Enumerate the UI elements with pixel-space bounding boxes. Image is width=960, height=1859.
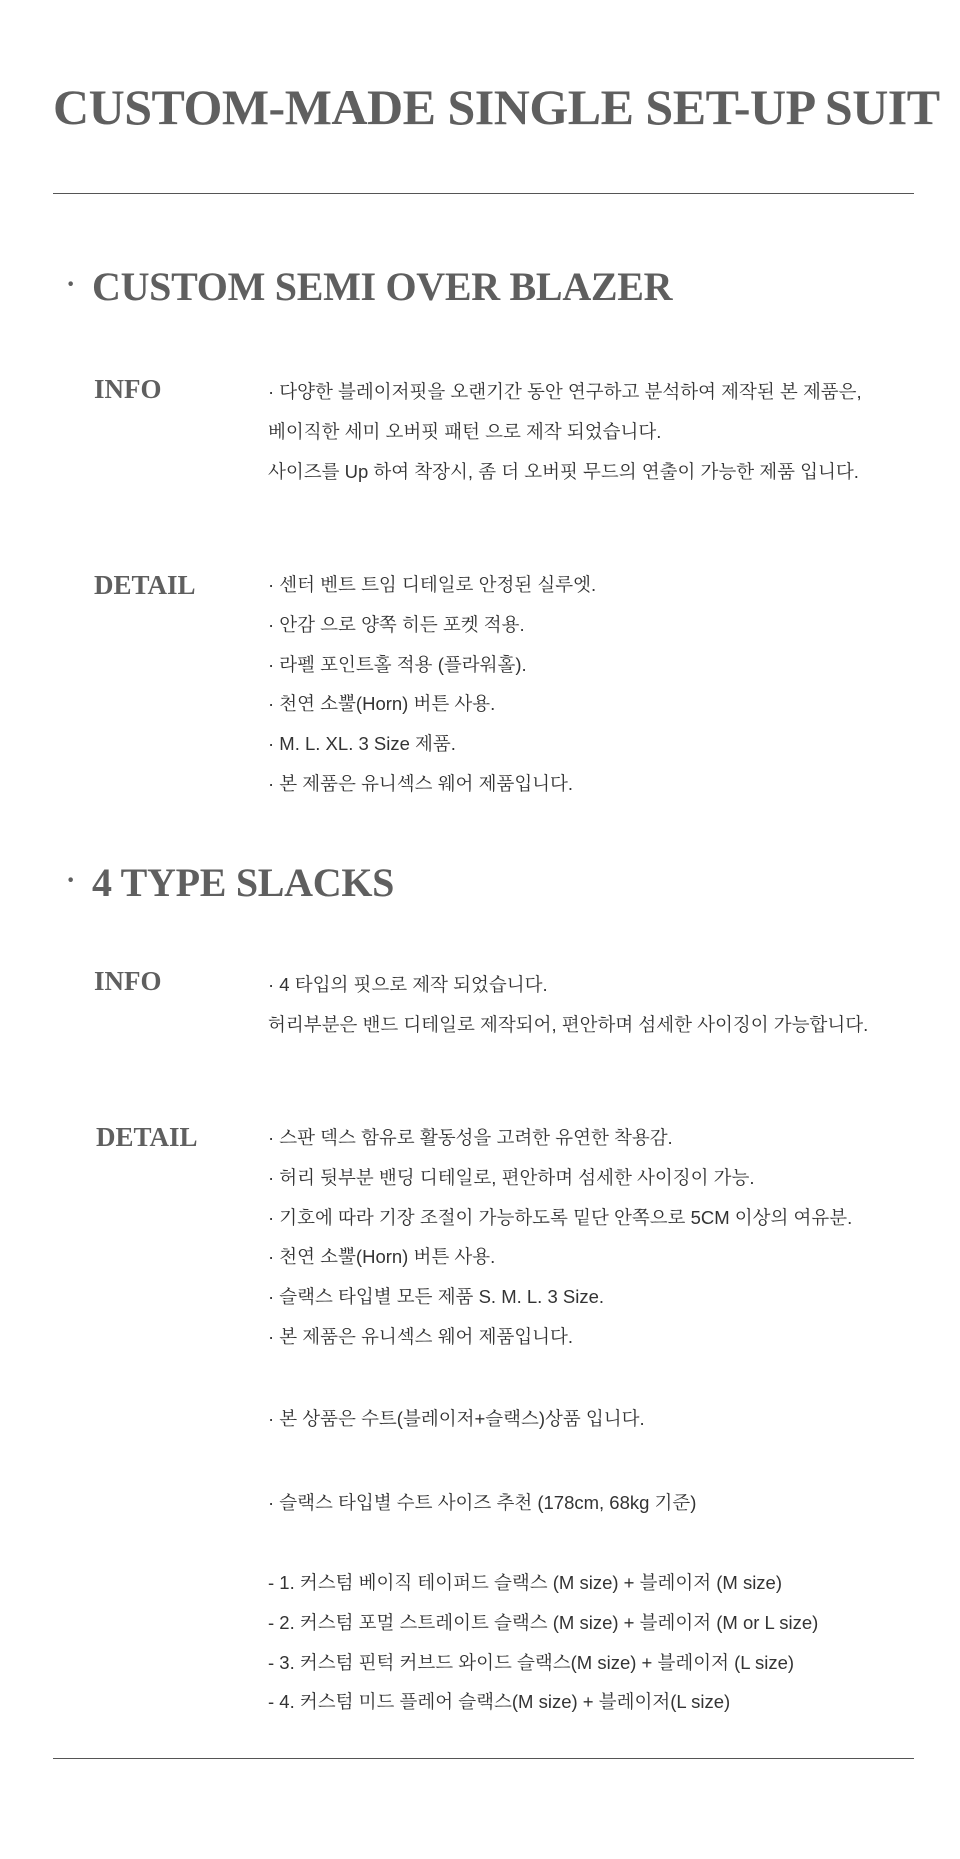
list-item: · 천연 소뿔(Horn) 버튼 사용. xyxy=(268,693,496,715)
note-text: · 본 상품은 수트(블레이저+슬랙스)상품 입니다. xyxy=(268,1408,645,1429)
size-recommend-list xyxy=(268,1563,818,1722)
bullet-dot: · xyxy=(66,268,76,300)
list-item: · 안감 으로 양쪽 히든 포켓 적용. xyxy=(268,613,525,635)
info-label: INFO xyxy=(94,374,162,404)
list-item: 베이직한 세미 오버핏 패턴 으로 제작 되었습니다. xyxy=(268,420,662,442)
list-item: · 스판 덱스 함유로 활동성을 고려한 유연한 착용감. xyxy=(268,1127,673,1148)
top-divider xyxy=(53,193,914,194)
size-recommend-title xyxy=(268,1483,696,1523)
section-title-text: 4 TYPE SLACKS xyxy=(92,860,395,905)
list-item: · 슬랙스 타입별 모든 제품 S. M. L. 3 Size. xyxy=(268,1286,605,1308)
list-item: · 허리 뒷부분 밴딩 디테일로, 편안하며 섬세한 사이징이 가능. xyxy=(268,1166,755,1188)
page-title: CUSTOM-MADE SINGLE SET-UP SUIT xyxy=(53,79,940,135)
bullet-dot: · xyxy=(66,864,76,896)
blazer-info-list xyxy=(268,372,862,491)
blazer-detail-list xyxy=(268,565,596,804)
detail-label: DETAIL xyxy=(94,570,196,600)
bottom-divider xyxy=(53,1758,914,1759)
section-title-slacks xyxy=(66,860,395,905)
list-item: - 4. 커스텀 미드 플레어 슬랙스(M size) + 블레이저(L size) xyxy=(268,1691,731,1713)
list-item: · M. L. XL. 3 Size 제품. xyxy=(268,733,456,755)
detail-label: DETAIL xyxy=(96,1122,198,1152)
list-item: · 라펠 포인트홀 적용 (플라워홀). xyxy=(268,653,527,675)
list-item: · 센터 벤트 트임 디테일로 안정된 실루엣. xyxy=(268,574,597,595)
section-title-text: CUSTOM SEMI OVER BLAZER xyxy=(92,264,673,309)
slacks-info-list xyxy=(268,965,868,1045)
list-item: · 본 제품은 유니섹스 웨어 제품입니다. xyxy=(268,772,574,794)
suit-note xyxy=(268,1399,645,1439)
slacks-detail-list xyxy=(268,1118,852,1357)
info-label: INFO xyxy=(94,966,162,996)
list-item: · 본 제품은 유니섹스 웨어 제품입니다. xyxy=(268,1325,574,1347)
list-item: · 4 타입의 핏으로 제작 되었습니다. xyxy=(268,974,548,995)
recommend-title-text: · 슬랙스 타입별 수트 사이즈 추천 (178cm, 68kg 기준) xyxy=(268,1492,697,1513)
section-title-blazer xyxy=(66,264,673,309)
list-item: 허리부분은 밴드 디테일로 제작되어, 편안하며 섬세한 사이징이 가능합니다. xyxy=(268,1013,869,1035)
list-item: - 2. 커스텀 포멀 스트레이트 슬랙스 (M size) + 블레이저 (M or L size) xyxy=(268,1611,819,1633)
list-item: 사이즈를 Up 하여 착장시, 좀 더 오버핏 무드의 연출이 가능한 제품 입니다. xyxy=(268,460,859,482)
list-item: - 3. 커스텀 핀턱 커브드 와이드 슬랙스(M size) + 블레이저 (L size) xyxy=(268,1651,795,1673)
list-item: · 천연 소뿔(Horn) 버튼 사용. xyxy=(268,1246,496,1268)
list-item: · 기호에 따라 기장 조절이 가능하도록 밑단 안쪽으로 5CM 이상의 여유분. xyxy=(268,1206,853,1228)
list-item: · 다양한 블레이저핏을 오랜기간 동안 연구하고 분석하여 제작된 본 제품은, xyxy=(268,381,862,402)
list-item: - 1. 커스텀 베이직 테이퍼드 슬랙스 (M size) + 블레이저 (M size) xyxy=(268,1572,783,1593)
